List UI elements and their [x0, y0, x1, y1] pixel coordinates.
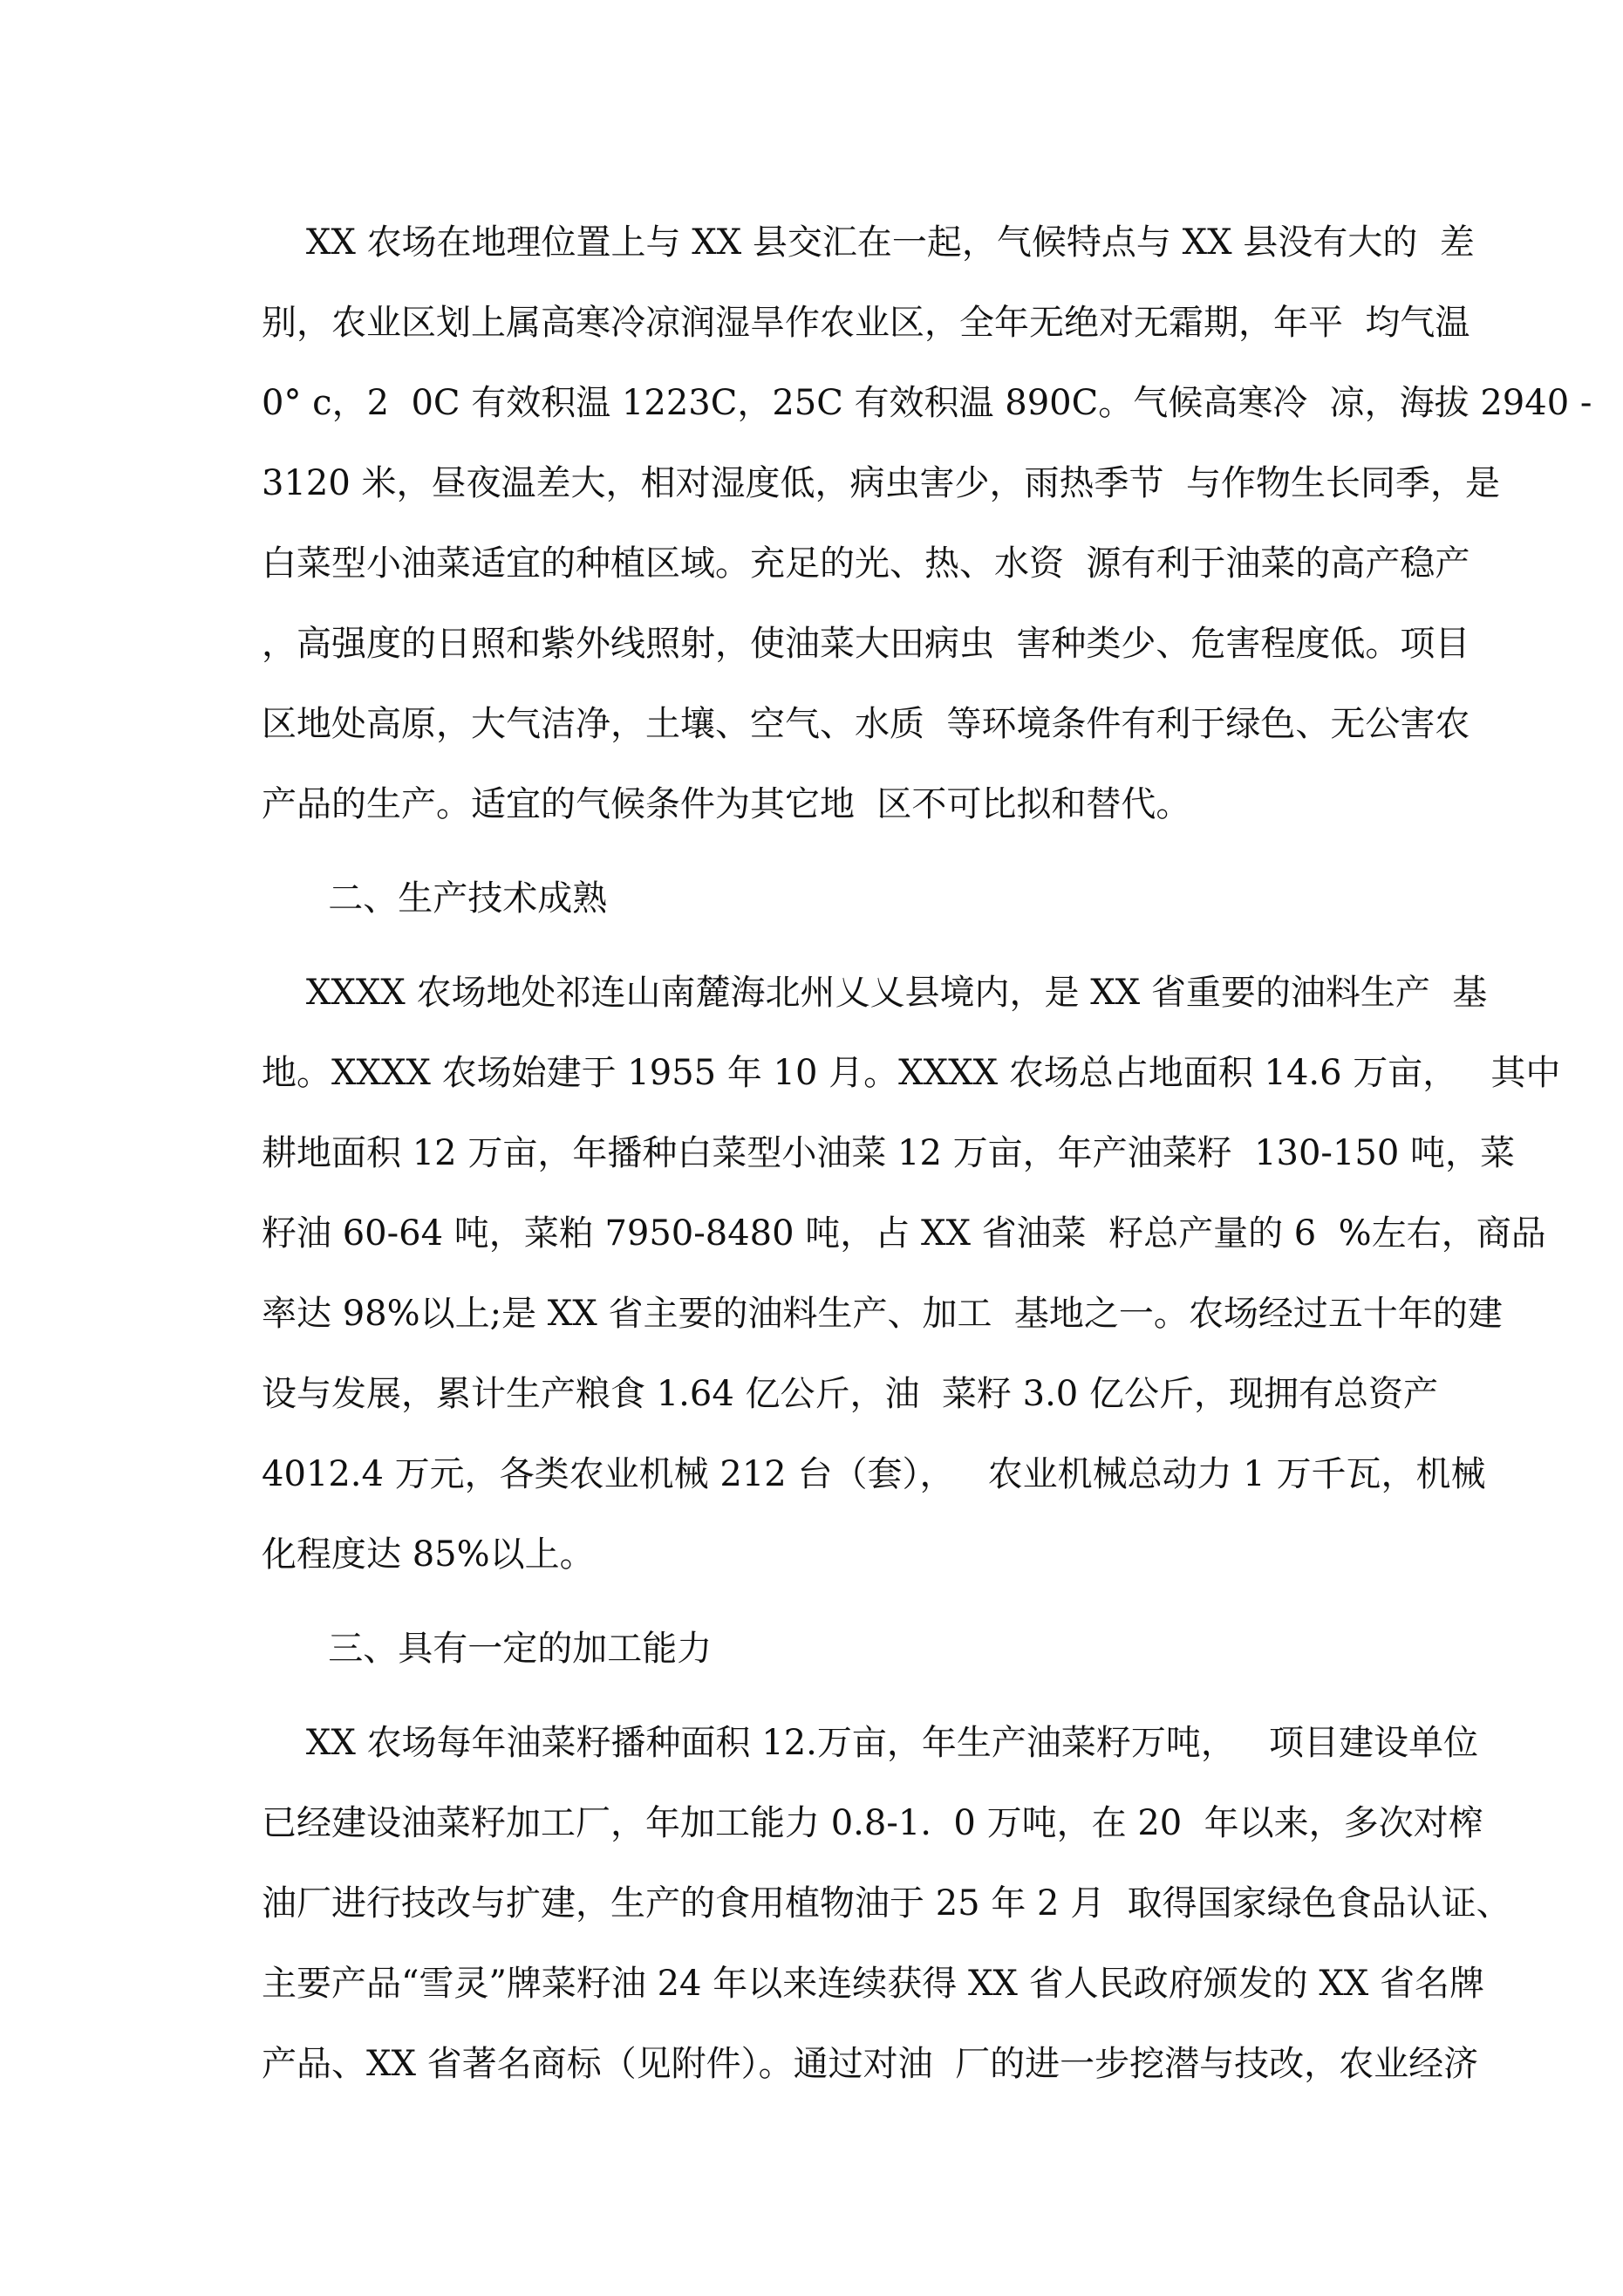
text-line: 地。XXXX 农场始建于 1955 年 10 月。XXXX 农场总占地面积 14.6 万亩， 其中 [262, 1053, 1561, 1093]
text-line: 0° c，2 0C 有效积温 1223C，25C 有效积温 890C。气候高寒冷 凉，海拔 2940 - [262, 383, 1592, 423]
section-heading-processing-capacity: 三、具有一定的加工能力 [262, 1629, 713, 1669]
text-line: 产品的生产。适宜的气候条件为其它地 区不可比拟和替代。 [262, 784, 1191, 824]
text-line: 油厂进行技改与扩建，生产的食用植物油于 25 年 2 月 取得国家绿色食品认证、 [262, 1883, 1511, 1924]
paragraph-farm-overview [262, 953, 1561, 1595]
paragraph-climate [262, 202, 1592, 844]
text-line: 耕地面积 12 万亩，年播种白菜型小油菜 12 万亩，年产油菜籽 130-150 吨，菜 [262, 1133, 1516, 1173]
text-line: ，高强度的日照和紫外线照射，使油菜大田病虫 害种类少、危害程度低。项目 [262, 624, 1470, 664]
paragraph-processing [262, 1703, 1511, 2104]
text-line: 已经建设油菜籽加工厂，年加工能力 0.8-1. 0 万吨，在 20 年以来，多次对榨 [262, 1803, 1483, 1843]
text-line: XX 农场在地理位置上与 XX 县交汇在一起，气候特点与 XX 县没有大的 差 [262, 222, 1475, 263]
text-line: 3120 米，昼夜温差大，相对湿度低，病虫害少，雨热季节 与作物生长同季，是 [262, 463, 1500, 503]
text-line: 4012.4 万元，各类农业机械 212 台（套）， 农业机械总动力 1 万千瓦，机械 [262, 1454, 1486, 1494]
text-line: XX 农场每年油菜籽播种面积 12.万亩，年生产油菜籽万吨， 项目建设单位 [262, 1723, 1478, 1763]
text-line: 化程度达 85%以上。 [262, 1534, 595, 1575]
section-heading-production-tech: 二、生产技术成熟 [262, 878, 608, 919]
text-line: 主要产品“雪灵”牌菜籽油 24 年以来连续获得 XX 省人民政府颁发的 XX 省名牌 [262, 1964, 1484, 2004]
text-line: 白菜型小油菜适宜的种植区域。充足的光、热、水资 源有利于油菜的高产稳产 [262, 543, 1470, 584]
document-body [262, 202, 1592, 2104]
text-line: 籽油 60-64 吨，菜粕 7950-8480 吨，占 XX 省油菜 籽总产量的 6 %左右，商品 [262, 1213, 1546, 1254]
text-line: 区地处高原，大气洁净，土壤、空气、水质 等环境条件有利于绿色、无公害农 [262, 704, 1470, 744]
text-line: 产品、XX 省著名商标（见附件）。通过对油 厂的进一步挖潜与技改，农业经济 [262, 2044, 1479, 2084]
text-line: 别，农业区划上属高寒冷凉润湿旱作农业区，全年无绝对无霜期，年平 均气温 [262, 303, 1470, 343]
text-line: 率达 98%以上;是 XX 省主要的油料生产、加工 基地之一。农场经过五十年的建 [262, 1294, 1503, 1334]
text-line: 设与发展，累计生产粮食 1.64 亿公斤，油 菜籽 3.0 亿公斤，现拥有总资产 [262, 1374, 1438, 1414]
text-line: XXXX 农场地处祁连山南麓海北州乂乂县境内，是 XX 省重要的油料生产 基 [262, 973, 1488, 1013]
